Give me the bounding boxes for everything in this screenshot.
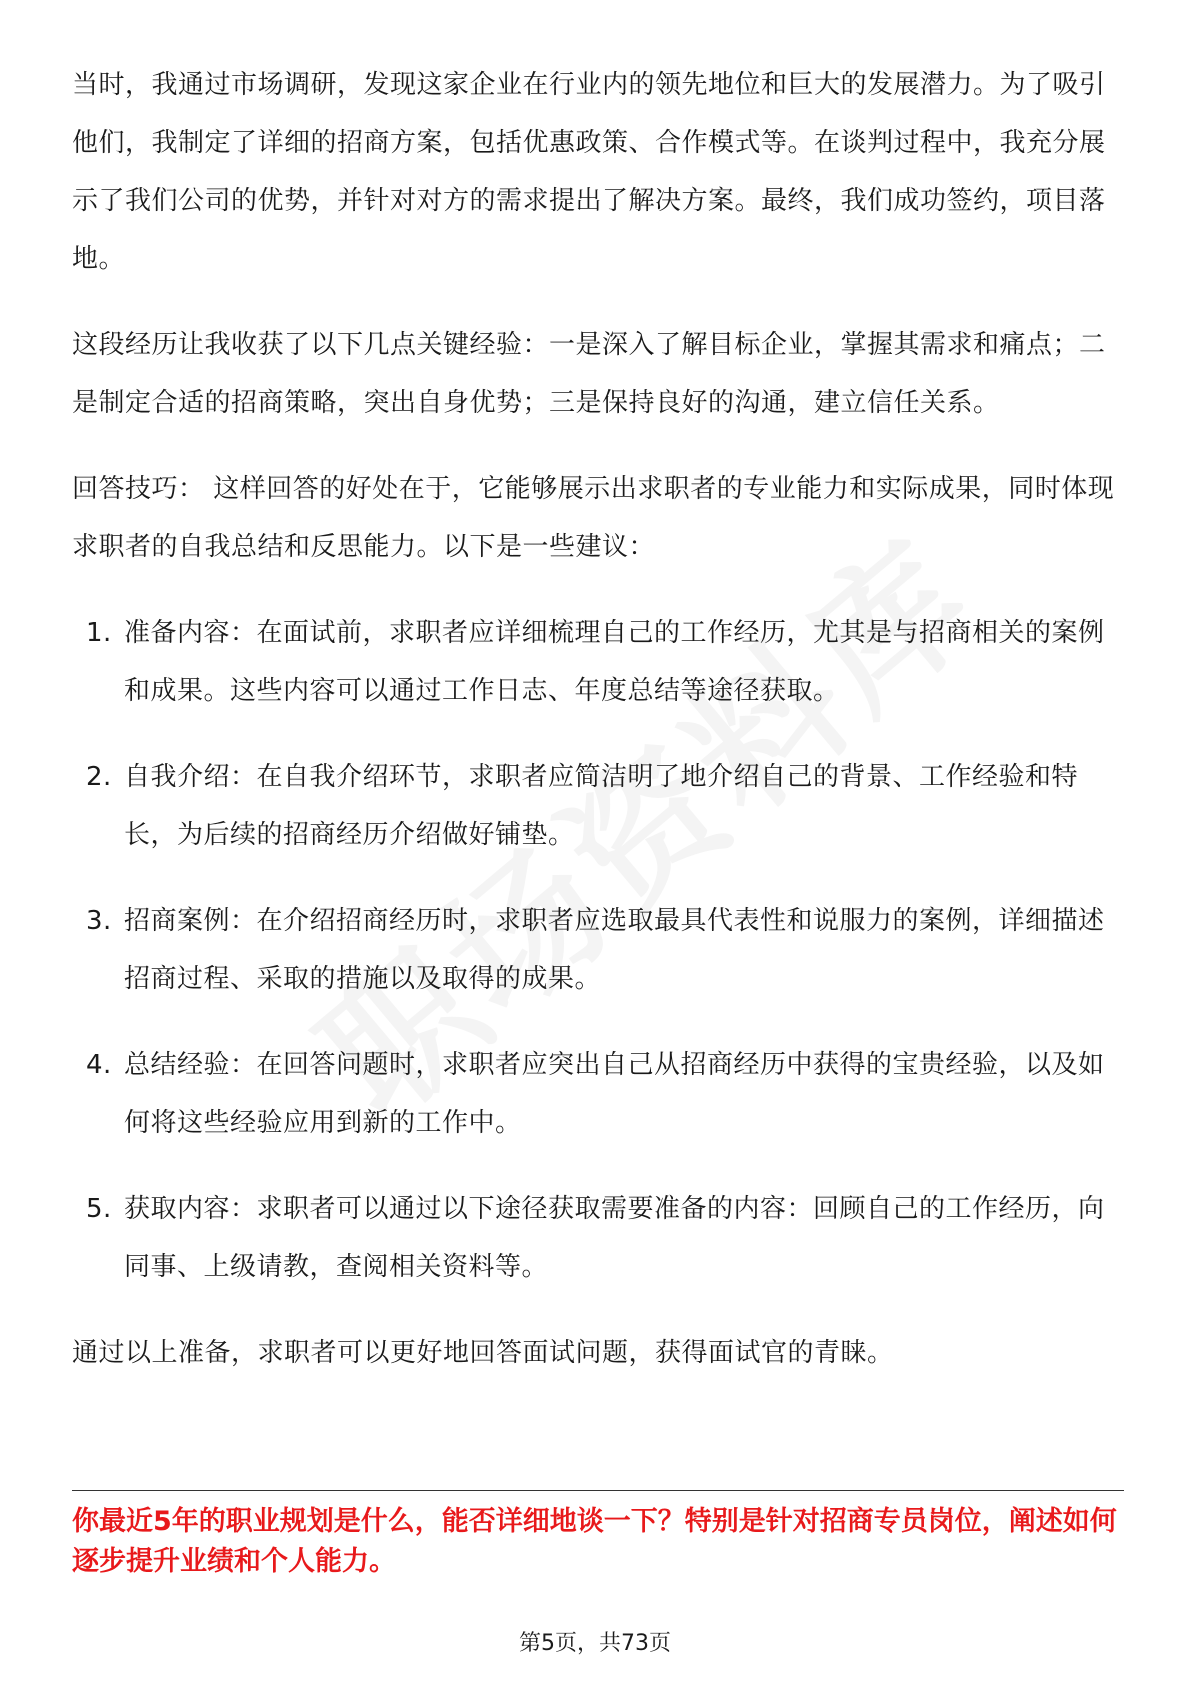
list-item-text: 获取内容：求职者可以通过以下途径获取需要准备的内容：回顾自己的工作经历，向同事、上级请教，查阅相关资料等。 [124,1194,1105,1282]
list-item-number: 3. [86,906,112,936]
list-item-text: 准备内容：在面试前，求职者应详细梳理自己的工作经历，尤其是与招商相关的案例和成果。这些内容可以通过工作日志、年度总结等途径获取。 [124,618,1105,706]
paragraph-experience: 当时，我通过市场调研，发现这家企业在行业内的领先地位和巨大的发展潜力。为了吸引他们，我制定了详细的招商方案，包括优惠政策、合作模式等。在谈判过程中，我充分展示了我们公司的优势，并针对对方的需求提出了解决方案。最终，我们成功签约，项目落地。 [72,70,1106,274]
list-item-number: 4. [86,1050,112,1080]
suggestion-list [72,604,1124,1296]
page-number: 第5页，共73页 [519,1631,671,1656]
interview-question: 你最近5年的职业规划是什么，能否详细地谈一下？特别是针对招商专员岗位，阐述如何逐步提升业绩和个人能力。 [72,1506,1117,1577]
list-item [72,1180,1124,1296]
paragraph-answer-tips: 回答技巧： 这样回答的好处在于，它能够展示出求职者的专业能力和实际成果，同时体现求职者的自我总结和反思能力。以下是一些建议： [72,474,1115,562]
list-item-text: 自我介绍：在自我介绍环节，求职者应简洁明了地介绍自己的背景、工作经验和特长，为后续的招商经历介绍做好铺垫。 [124,762,1079,850]
section-divider [72,1490,1124,1491]
list-item-number: 5. [86,1194,112,1224]
list-item [72,748,1124,864]
paragraph-closing: 通过以上准备，求职者可以更好地回答面试问题，获得面试官的青睐。 [72,1338,894,1368]
list-item [72,892,1124,1008]
list-item-text: 招商案例：在介绍招商经历时，求职者应选取最具代表性和说服力的案例，详细描述招商过程、采取的措施以及取得的成果。 [124,906,1105,994]
list-item-text: 总结经验：在回答问题时，求职者应突出自己从招商经历中获得的宝贵经验，以及如何将这些经验应用到新的工作中。 [124,1050,1105,1138]
list-item [72,1036,1124,1152]
main-content [72,56,1124,1410]
list-item-number: 2. [86,762,112,792]
paragraph-lessons: 这段经历让我收获了以下几点关键经验：一是深入了解目标企业，掌握其需求和痛点；二是制定合适的招商策略，突出自身优势；三是保持良好的沟通，建立信任关系。 [72,330,1106,418]
list-item-number: 1. [86,618,112,648]
list-item [72,604,1124,720]
